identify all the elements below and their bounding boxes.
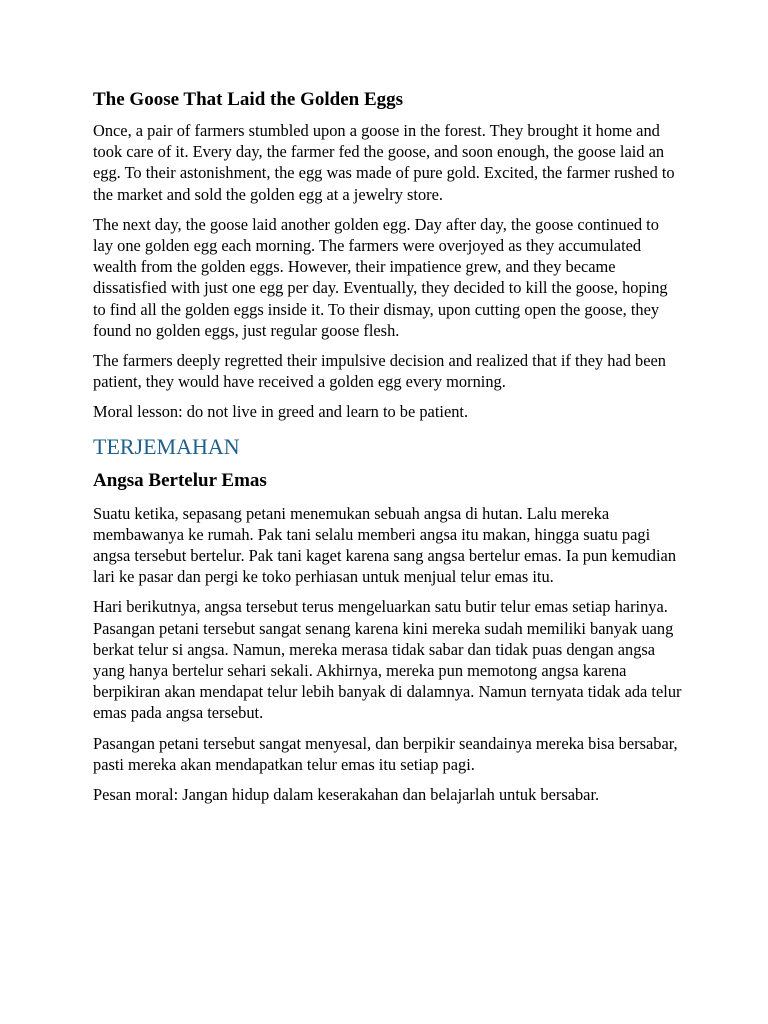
- moral-lesson: Moral lesson: do not live in greed and learn to be patient.: [93, 402, 469, 422]
- story-paragraph: The farmers deeply regretted their impulsive decision and realized that if they had been patient, they would have received a golden egg every morning.: [93, 351, 666, 392]
- story-paragraph: The next day, the goose laid another golden egg. Day after day, the goose continued to lay one golden egg each morning. The farmers were overjoyed as they accumulated wealth from the golden eggs. However, their impatience grew, and they became dissatisfied with just one egg per day. Eventually, they decided to kill the goose, hoping to find all the golden eggs inside it. To their dismay, upon cutting open the goose, they found no golden eggs, just regular goose flesh.: [93, 214, 668, 340]
- translation-heading: TERJEMAHAN: [93, 433, 240, 459]
- translation-paragraph: Pasangan petani tersebut sangat menyesal, dan berpikir seandainya mereka bisa bersabar, pasti mereka akan mendapatkan telur emas itu setiap pagi.: [93, 733, 678, 774]
- translation-moral: Pesan moral: Jangan hidup dalam keserakahan dan belajarlah untuk bersabar.: [93, 785, 600, 805]
- translation-paragraph: Suatu ketika, sepasang petani menemukan sebuah angsa di hutan. Lalu mereka membawanya ke rumah. Pak tani selalu memberi angsa itu makan, hingga suatu pagi angsa tersebut bertelur. Pak tani kaget karena sang angsa bertelur emas. Ia pun kemudian lari ke pasar dan pergi ke toko perhiasan untuk menjual telur emas itu.: [93, 503, 677, 587]
- story-title: The Goose That Laid the Golden Eggs: [93, 89, 404, 110]
- document-page: [93, 86, 683, 814]
- translation-title: Angsa Bertelur Emas: [93, 469, 267, 491]
- story-paragraph: Once, a pair of farmers stumbled upon a goose in the forest. They brought it home and took care of it. Every day, the farmer fed the goose, and soon enough, the goose laid an egg. To their astonishment, the egg was made of pure gold. Excited, the farmer rushed to the market and sold the golden egg at a jewelry store.: [93, 121, 675, 204]
- translation-paragraph: Hari berikutnya, angsa tersebut terus mengeluarkan satu butir telur emas setiap harinya. Pasangan petani tersebut sangat senang karena kini mereka sudah memiliki banyak uang berkat telur si angsa. Namun, mereka merasa tidak sabar dan tidak puas dengan angsa yang hanya bertelur sehari sekali. Akhirnya, mereka pun memotong angsa karena berpikiran akan mendapat telur lebih banyak di dalamnya. Namun ternyata tidak ada telur emas pada angsa tersebut.: [93, 597, 682, 723]
